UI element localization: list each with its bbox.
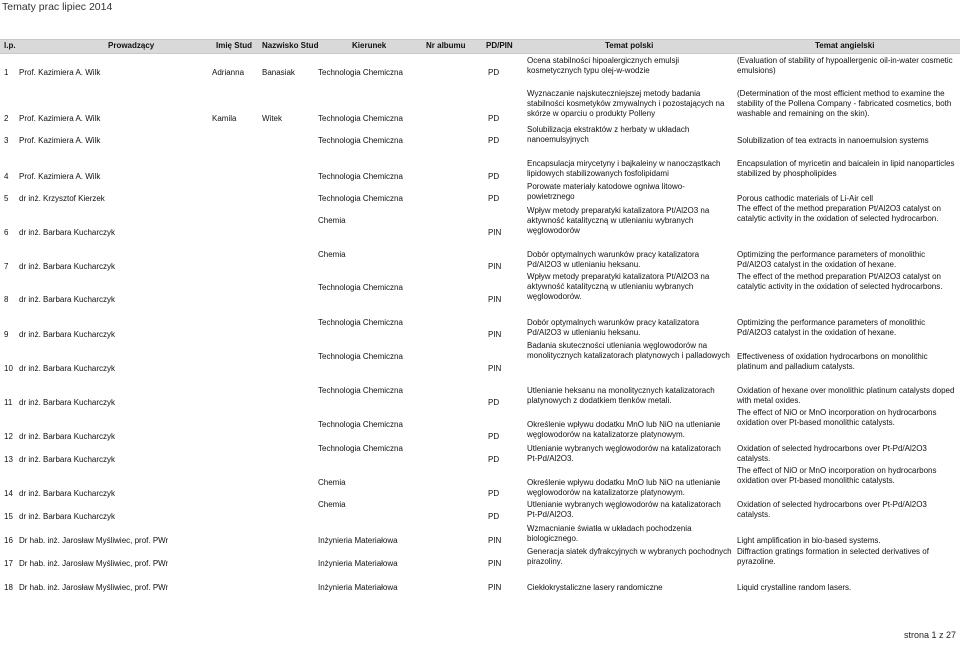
- cell-kierunek: Chemia: [318, 478, 346, 487]
- cell-lp: 10: [4, 364, 13, 373]
- cell-temat-polski: Wzmacnianie światła w układach pochodzenia biologicznego.: [527, 524, 692, 543]
- header-lp: l.p.: [4, 41, 16, 50]
- cell-pd-pin: PIN: [488, 583, 502, 592]
- cell-prowadzacy: dr inż. Barbara Kucharczyk: [19, 398, 116, 407]
- cell-kierunek: Technologia Chemiczna: [318, 114, 403, 123]
- cell-pd-pin: PIN: [488, 228, 502, 237]
- cell-temat-polski: Dobór optymalnych warunków pracy katalizatora Pd/Al2O3 w utlenianiu heksanu.: [527, 318, 700, 337]
- cell-prowadzacy: Prof. Kazimiera A. Wilk: [19, 68, 101, 77]
- cell-lp: 5: [4, 194, 9, 203]
- cell-prowadzacy: Prof. Kazimiera A. Wilk: [19, 172, 101, 181]
- cell-temat-angielski: Liquid crystalline random lasers.: [737, 583, 852, 592]
- cell-prowadzacy: dr inż. Barbara Kucharczyk: [19, 364, 116, 373]
- cell-lp: 7: [4, 262, 9, 271]
- cell-kierunek: Technologia Chemiczna: [318, 283, 403, 292]
- cell-kierunek: Technologia Chemiczna: [318, 420, 403, 429]
- header-kierunek: Kierunek: [352, 41, 387, 50]
- cell-kierunek: Inżynieria Materiałowa: [318, 559, 398, 568]
- header-nazwisko: Nazwisko Stud: [262, 41, 319, 50]
- cell-prowadzacy: Dr hab. inż. Jarosław Myśliwiec, prof. PWr: [19, 583, 169, 592]
- cell-lp: 2: [4, 114, 9, 123]
- cell-temat-angielski: The effect of the method preparation Pt/Al2O3 catalyst on catalytic activity in the oxidation of selected hydrocarbons.: [737, 272, 943, 291]
- cell-prowadzacy: Prof. Kazimiera A. Wilk: [19, 114, 101, 123]
- header-pd-pin: PD/PIN: [486, 41, 513, 50]
- cell-prowadzacy: dr inż. Barbara Kucharczyk: [19, 489, 116, 498]
- cell-lp: 15: [4, 512, 13, 521]
- document-title: Tematy prac lipiec 2014: [2, 1, 113, 13]
- cell-nazwisko: Witek: [262, 114, 282, 123]
- cell-temat-angielski: The effect of NiO or MnO incorporation on hydrocarbons oxidation over Pt-based monolithic catalysts.: [737, 408, 937, 427]
- cell-pd-pin: PIN: [488, 262, 502, 271]
- header-temat-angielski: Temat angielski: [815, 41, 875, 50]
- cell-prowadzacy: dr inż. Barbara Kucharczyk: [19, 262, 116, 271]
- cell-temat-polski: Wyznaczanie najskuteczniejszej metody badania stabilności kosmetyków zmywalnych i pozostających na skórze w oparciu o produkty Polleny: [527, 89, 725, 118]
- cell-temat-polski: Ciekłokrystaliczne lasery randomiczne: [527, 583, 663, 592]
- cell-temat-angielski: Oxidation of selected hydrocarbons over Pt-Pd/Al2O3 catalysts.: [737, 500, 927, 519]
- cell-temat-angielski: (Evaluation of stability of hypoallergenic oil-in-water cosmetic emulsions): [737, 56, 953, 75]
- cell-pd-pin: PD: [488, 398, 500, 407]
- cell-temat-angielski: The effect of the method preparation Pt/Al2O3 catalyst on catalytic activity in the oxidation of selected hydrocarbon.: [737, 204, 941, 223]
- cell-temat-polski: Dobór optymalnych warunków pracy katalizatora Pd/Al2O3 w utlenianiu heksanu.: [527, 250, 700, 269]
- cell-temat-angielski: Diffraction gratings formation in selected derivatives of pyrazoline.: [737, 547, 929, 566]
- cell-kierunek: Technologia Chemiczna: [318, 136, 403, 145]
- cell-prowadzacy: dr inż. Barbara Kucharczyk: [19, 330, 116, 339]
- cell-pd-pin: PD: [488, 512, 500, 521]
- cell-prowadzacy: dr inż. Barbara Kucharczyk: [19, 228, 116, 237]
- cell-kierunek: Technologia Chemiczna: [318, 444, 403, 453]
- cell-pd-pin: PD: [488, 136, 500, 145]
- cell-lp: 6: [4, 228, 9, 237]
- cell-prowadzacy: Dr hab. inż. Jarosław Myśliwiec, prof. PWr: [19, 536, 169, 545]
- cell-nazwisko: Banasiak: [262, 68, 295, 77]
- cell-pd-pin: PIN: [488, 559, 502, 568]
- cell-temat-polski: Encapsulacja mirycetyny i bajkaleiny w nanocząstkach lipidowych stabilizowanych fosfolipidami: [527, 159, 721, 178]
- cell-temat-polski: Wpływ metody preparatyki katalizatora Pt/Al2O3 na aktywność katalityczną w utlenianiu wybranych węglowodorów.: [527, 272, 710, 301]
- cell-kierunek: Inżynieria Materiałowa: [318, 536, 398, 545]
- cell-kierunek: Chemia: [318, 216, 346, 225]
- cell-lp: 16: [4, 536, 13, 545]
- cell-pd-pin: PIN: [488, 536, 502, 545]
- cell-kierunek: Technologia Chemiczna: [318, 318, 403, 327]
- cell-temat-polski: Utlenianie wybranych węglowodorów na katalizatorach Pt-Pd/Al2O3.: [527, 500, 721, 519]
- cell-prowadzacy: dr inż. Krzysztof Kierzek: [19, 194, 105, 203]
- cell-lp: 1: [4, 68, 9, 77]
- header-nr-albumu: Nr albumu: [426, 41, 466, 50]
- cell-temat-polski: Badania skuteczności utleniania węglowodorów na monolitycznych katalizatorach platynowych i palladowych: [527, 341, 730, 360]
- cell-temat-angielski: Solubilization of tea extracts in nanoemulsion systems: [737, 136, 929, 145]
- cell-kierunek: Technologia Chemiczna: [318, 194, 403, 203]
- header-prowadzacy: Prowadzący: [108, 41, 155, 50]
- cell-pd-pin: PD: [488, 489, 500, 498]
- cell-lp: 9: [4, 330, 9, 339]
- cell-kierunek: Technologia Chemiczna: [318, 352, 403, 361]
- cell-pd-pin: PD: [488, 172, 500, 181]
- cell-imie: Kamila: [212, 114, 237, 123]
- header-temat-polski: Temat polski: [605, 41, 654, 50]
- cell-kierunek: Chemia: [318, 250, 346, 259]
- cell-lp: 11: [4, 398, 13, 407]
- cell-temat-angielski: Encapsulation of myricetin and baicalein in lipid nanoparticles stabilized by phospholipides: [737, 159, 955, 178]
- cell-pd-pin: PD: [488, 455, 500, 464]
- cell-prowadzacy: dr inż. Barbara Kucharczyk: [19, 295, 116, 304]
- cell-temat-angielski: Optimizing the performance parameters of monolithic Pd/Al2O3 catalyst in the oxidation of hexane.: [737, 318, 926, 337]
- cell-lp: 18: [4, 583, 13, 592]
- cell-lp: 8: [4, 295, 9, 304]
- cell-temat-angielski: The effect of NiO or MnO incorporation on hydrocarbons oxidation over Pt-based monolithic catalysts.: [737, 466, 937, 485]
- cell-lp: 13: [4, 455, 13, 464]
- cell-lp: 12: [4, 432, 13, 441]
- cell-pd-pin: PD: [488, 68, 500, 77]
- cell-temat-angielski: (Determination of the most efficient method to examine the stability of the Pollena Company - fabricated cosmetics, both washable and remaining on the skin).: [737, 89, 952, 118]
- cell-temat-angielski: Oxidation of selected hydrocarbons over Pt-Pd/Al2O3 catalysts.: [737, 444, 927, 463]
- cell-prowadzacy: dr inż. Barbara Kucharczyk: [19, 512, 116, 521]
- cell-lp: 3: [4, 136, 9, 145]
- cell-temat-polski: Utlenianie heksanu na monolitycznych katalizatorach platynowych z dodatkiem tlenków metali.: [527, 386, 715, 405]
- cell-prowadzacy: Dr hab. inż. Jarosław Myśliwiec, prof. PWr: [19, 559, 169, 568]
- cell-temat-polski: Generacja siatek dyfrakcyjnych w wybranych pochodnych pirazoliny.: [527, 547, 732, 566]
- cell-temat-angielski: Porous cathodic materials of Li-Air cell: [737, 194, 874, 203]
- cell-kierunek: Technologia Chemiczna: [318, 68, 403, 77]
- cell-prowadzacy: dr inż. Barbara Kucharczyk: [19, 455, 116, 464]
- cell-pd-pin: PD: [488, 114, 500, 123]
- cell-temat-angielski: Optimizing the performance parameters of monolithic Pd/Al2O3 catalyst in the oxidation of hexane.: [737, 250, 926, 269]
- cell-lp: 4: [4, 172, 9, 181]
- cell-temat-polski: Ocena stabilności hipoalergicznych emulsji kosmetycznych typu olej-w-wodzie: [527, 56, 680, 75]
- cell-temat-angielski: Oxidation of hexane over monolithic platinum catalysts doped with metal oxides.: [737, 386, 955, 405]
- cell-imie: Adrianna: [212, 68, 245, 77]
- cell-pd-pin: PD: [488, 432, 500, 441]
- cell-prowadzacy: dr inż. Barbara Kucharczyk: [19, 432, 116, 441]
- cell-prowadzacy: Prof. Kazimiera A. Wilk: [19, 136, 101, 145]
- header-imie: Imię Stud: [216, 41, 253, 50]
- table-header-row: [0, 39, 960, 54]
- cell-lp: 17: [4, 559, 13, 568]
- cell-temat-angielski: Effectiveness of oxidation hydrocarbons on monolithic platinum and palladium catalysts.: [737, 352, 928, 371]
- cell-temat-angielski: Light amplification in bio-based systems.: [737, 536, 881, 545]
- cell-kierunek: Chemia: [318, 500, 346, 509]
- cell-temat-polski: Utlenianie wybranych węglowodorów na katalizatorach Pt-Pd/Al2O3.: [527, 444, 721, 463]
- cell-temat-polski: Solubilizacja ekstraktów z herbaty w układach nanoemulsyjnych: [527, 125, 690, 144]
- cell-kierunek: Technologia Chemiczna: [318, 172, 403, 181]
- cell-kierunek: Inżynieria Materiałowa: [318, 583, 398, 592]
- cell-temat-polski: Określenie wpływu dodatku MnO lub NiO na utlenianie węglowodorów na katalizatorze platynowym.: [527, 478, 721, 497]
- cell-kierunek: Technologia Chemiczna: [318, 386, 403, 395]
- page-footer: strona 1 z 27: [903, 630, 956, 640]
- cell-lp: 14: [4, 489, 13, 498]
- cell-temat-polski: Wpływ metody preparatyki katalizatora Pt/Al2O3 na aktywność katalityczną w utlenianiu wybranych węglowodorów: [527, 206, 710, 235]
- cell-pd-pin: PIN: [488, 364, 502, 373]
- cell-temat-polski: Określenie wpływu dodatku MnO lub NiO na utlenianie węglowodorów na katalizatorze platynowym.: [527, 420, 721, 439]
- cell-pd-pin: PIN: [488, 295, 502, 304]
- cell-pd-pin: PD: [488, 194, 500, 203]
- cell-temat-polski: Porowate materiały katodowe ogniwa litowo-powietrznego: [527, 182, 685, 201]
- cell-pd-pin: PIN: [488, 330, 502, 339]
